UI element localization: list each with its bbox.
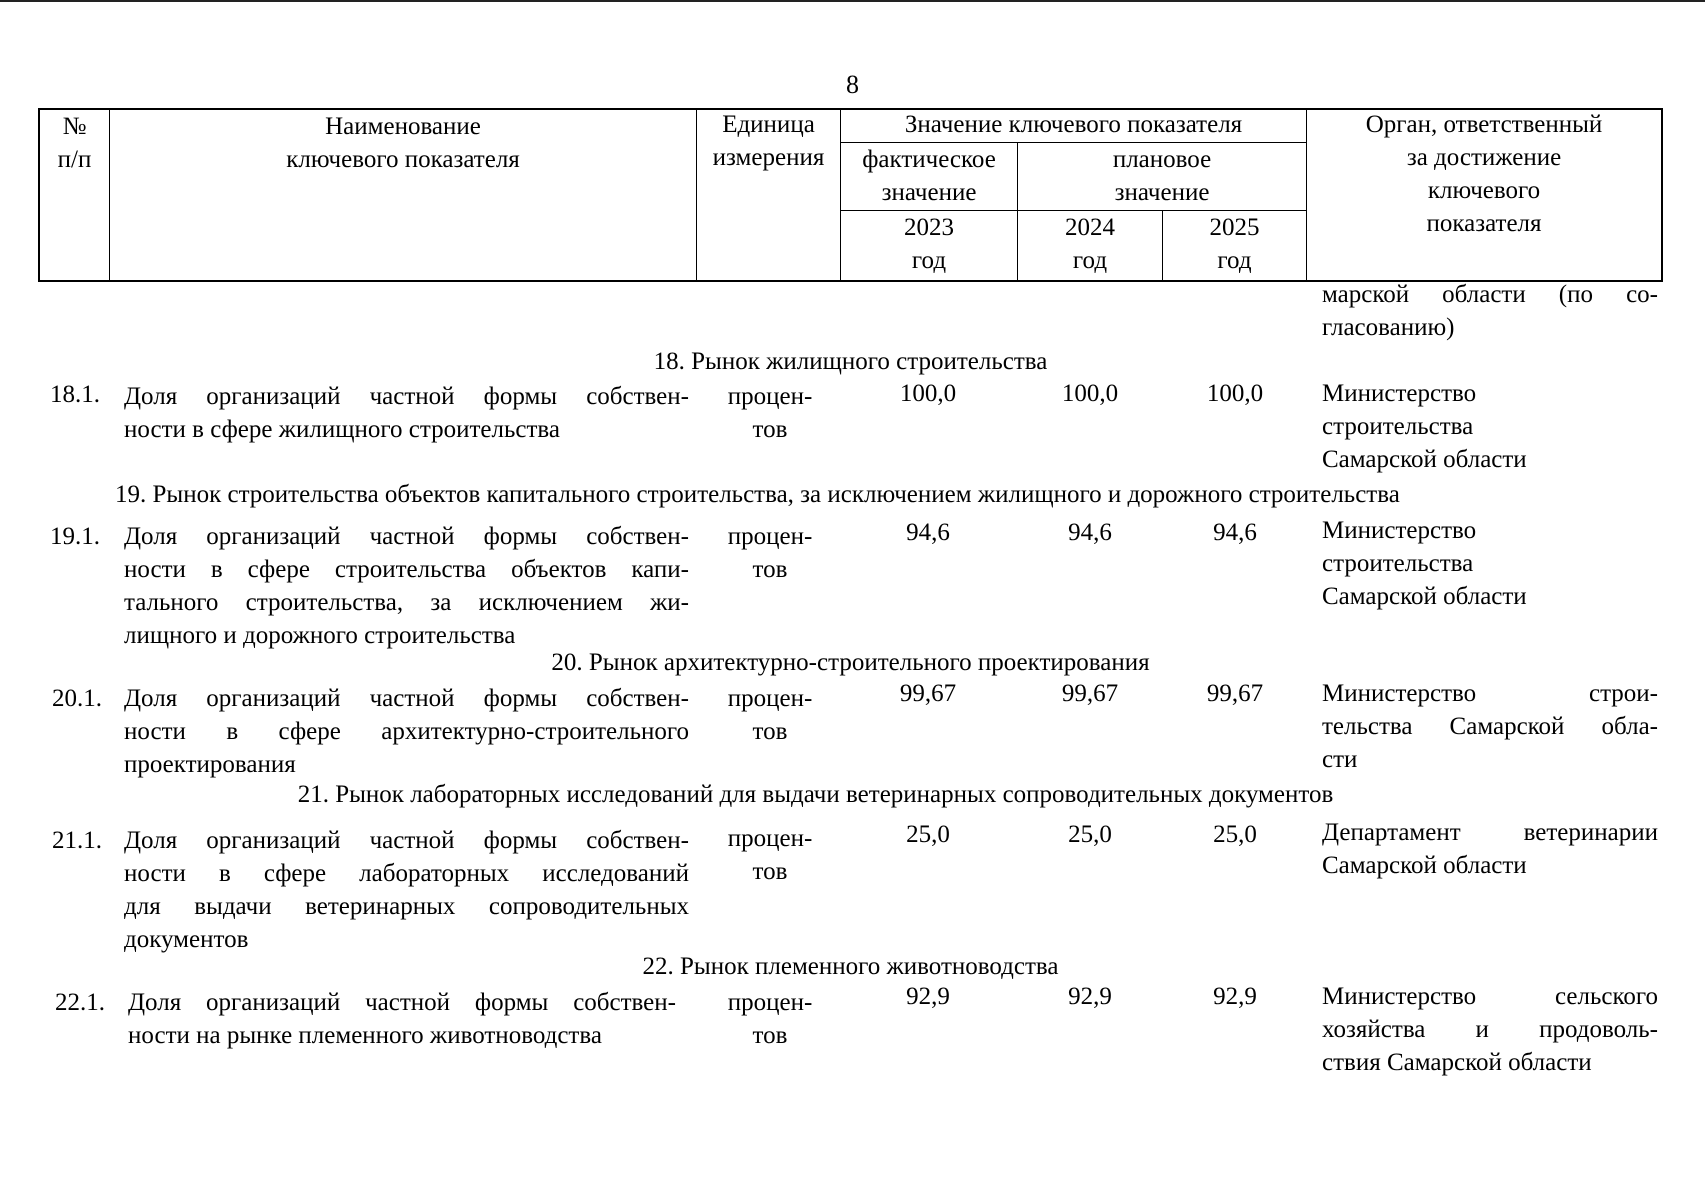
unit: процен- тов bbox=[727, 383, 813, 443]
value-2025: 25,0 bbox=[1213, 821, 1257, 848]
indicator-name: Доля организаций частной формы собствен- ности в сфере архитектурно-строительного проектирования bbox=[124, 685, 689, 778]
value-2024: 25,0 bbox=[1068, 821, 1112, 848]
section-title: 22. Рынок племенного животноводства bbox=[642, 953, 1059, 980]
value-2023: 25,0 bbox=[906, 821, 950, 848]
unit: процен- тов bbox=[727, 523, 813, 583]
value-2023: 100,0 bbox=[899, 380, 957, 407]
section-title: 20. Рынок архитектурно-строительного проектирования bbox=[551, 649, 1150, 676]
row-number: 21.1. bbox=[52, 827, 102, 854]
indicator-name: Доля организаций частной формы собствен- ности на рынке племенного животноводства bbox=[128, 989, 676, 1049]
value-2023: 92,9 bbox=[906, 983, 950, 1010]
unit: процен- тов bbox=[727, 989, 813, 1049]
value-2024: 100,0 bbox=[1061, 380, 1119, 407]
header-unit: Единица измерения bbox=[712, 111, 825, 171]
header-name: Наименование ключевого показателя bbox=[286, 113, 520, 173]
section-title: 21. Рынок лабораторных исследований для выдачи ветеринарных сопроводительных документов bbox=[297, 781, 1334, 808]
row-number: 19.1. bbox=[50, 523, 100, 550]
unit: процен- тов bbox=[727, 825, 813, 885]
page-number: 8 bbox=[846, 70, 859, 99]
value-2024: 99,67 bbox=[1061, 680, 1119, 707]
header-plan: плановое значение bbox=[1112, 146, 1212, 206]
header-year-2024: 2024 год bbox=[1065, 214, 1115, 274]
value-2024: 94,6 bbox=[1068, 519, 1112, 546]
responsible-org: Министерство строи- тельства Самарской обла- сти bbox=[1322, 680, 1658, 773]
value-2025: 94,6 bbox=[1213, 519, 1257, 546]
header-year-2023: 2023 год bbox=[904, 214, 954, 274]
responsible-org: Департамент ветеринарии Самарской области bbox=[1322, 819, 1658, 879]
row-number: 22.1. bbox=[55, 989, 105, 1016]
header-org: Орган, ответственный за достижение ключевого показателя bbox=[1365, 111, 1603, 237]
value-2024: 92,9 bbox=[1068, 983, 1112, 1010]
header-value-group: Значение ключевого показателя bbox=[904, 111, 1243, 138]
row-number: 18.1. bbox=[50, 381, 100, 408]
responsible-org: Министерство строительства Самарской области bbox=[1322, 380, 1527, 473]
indicator-name: Доля организаций частной формы собствен- ности в сфере лабораторных исследований для выдачи ветеринарных сопроводительных документов bbox=[124, 827, 689, 953]
value-2025: 92,9 bbox=[1213, 983, 1257, 1010]
value-2023: 94,6 bbox=[906, 519, 950, 546]
responsible-org: Министерство сельского хозяйства и продоволь- ствия Самарской области bbox=[1322, 983, 1658, 1076]
indicator-name: Доля организаций частной формы собствен- ности в сфере жилищного строительства bbox=[124, 383, 689, 443]
section-title: 19. Рынок строительства объектов капитального строительства, за исключением жилищного и дорожного строительства bbox=[115, 481, 1400, 508]
value-2025: 100,0 bbox=[1206, 380, 1264, 407]
carryover-org: марской области (по со- гласованию) bbox=[1322, 281, 1658, 341]
indicator-name: Доля организаций частной формы собствен- ности в сфере строительства объектов капи- тального строительства, за исключением жи- лищного и дорожного строительства bbox=[124, 523, 689, 649]
unit: процен- тов bbox=[727, 685, 813, 745]
header-fact: фактическое значение bbox=[862, 146, 996, 206]
header-year-2025: 2025 год bbox=[1209, 214, 1260, 274]
section-title: 18. Рынок жилищного строительства bbox=[653, 348, 1048, 375]
value-2023: 99,67 bbox=[899, 680, 957, 707]
header-num: № п/п bbox=[57, 113, 92, 173]
responsible-org: Министерство строительства Самарской области bbox=[1322, 517, 1527, 610]
value-2025: 99,67 bbox=[1206, 680, 1264, 707]
row-number: 20.1. bbox=[52, 685, 102, 712]
